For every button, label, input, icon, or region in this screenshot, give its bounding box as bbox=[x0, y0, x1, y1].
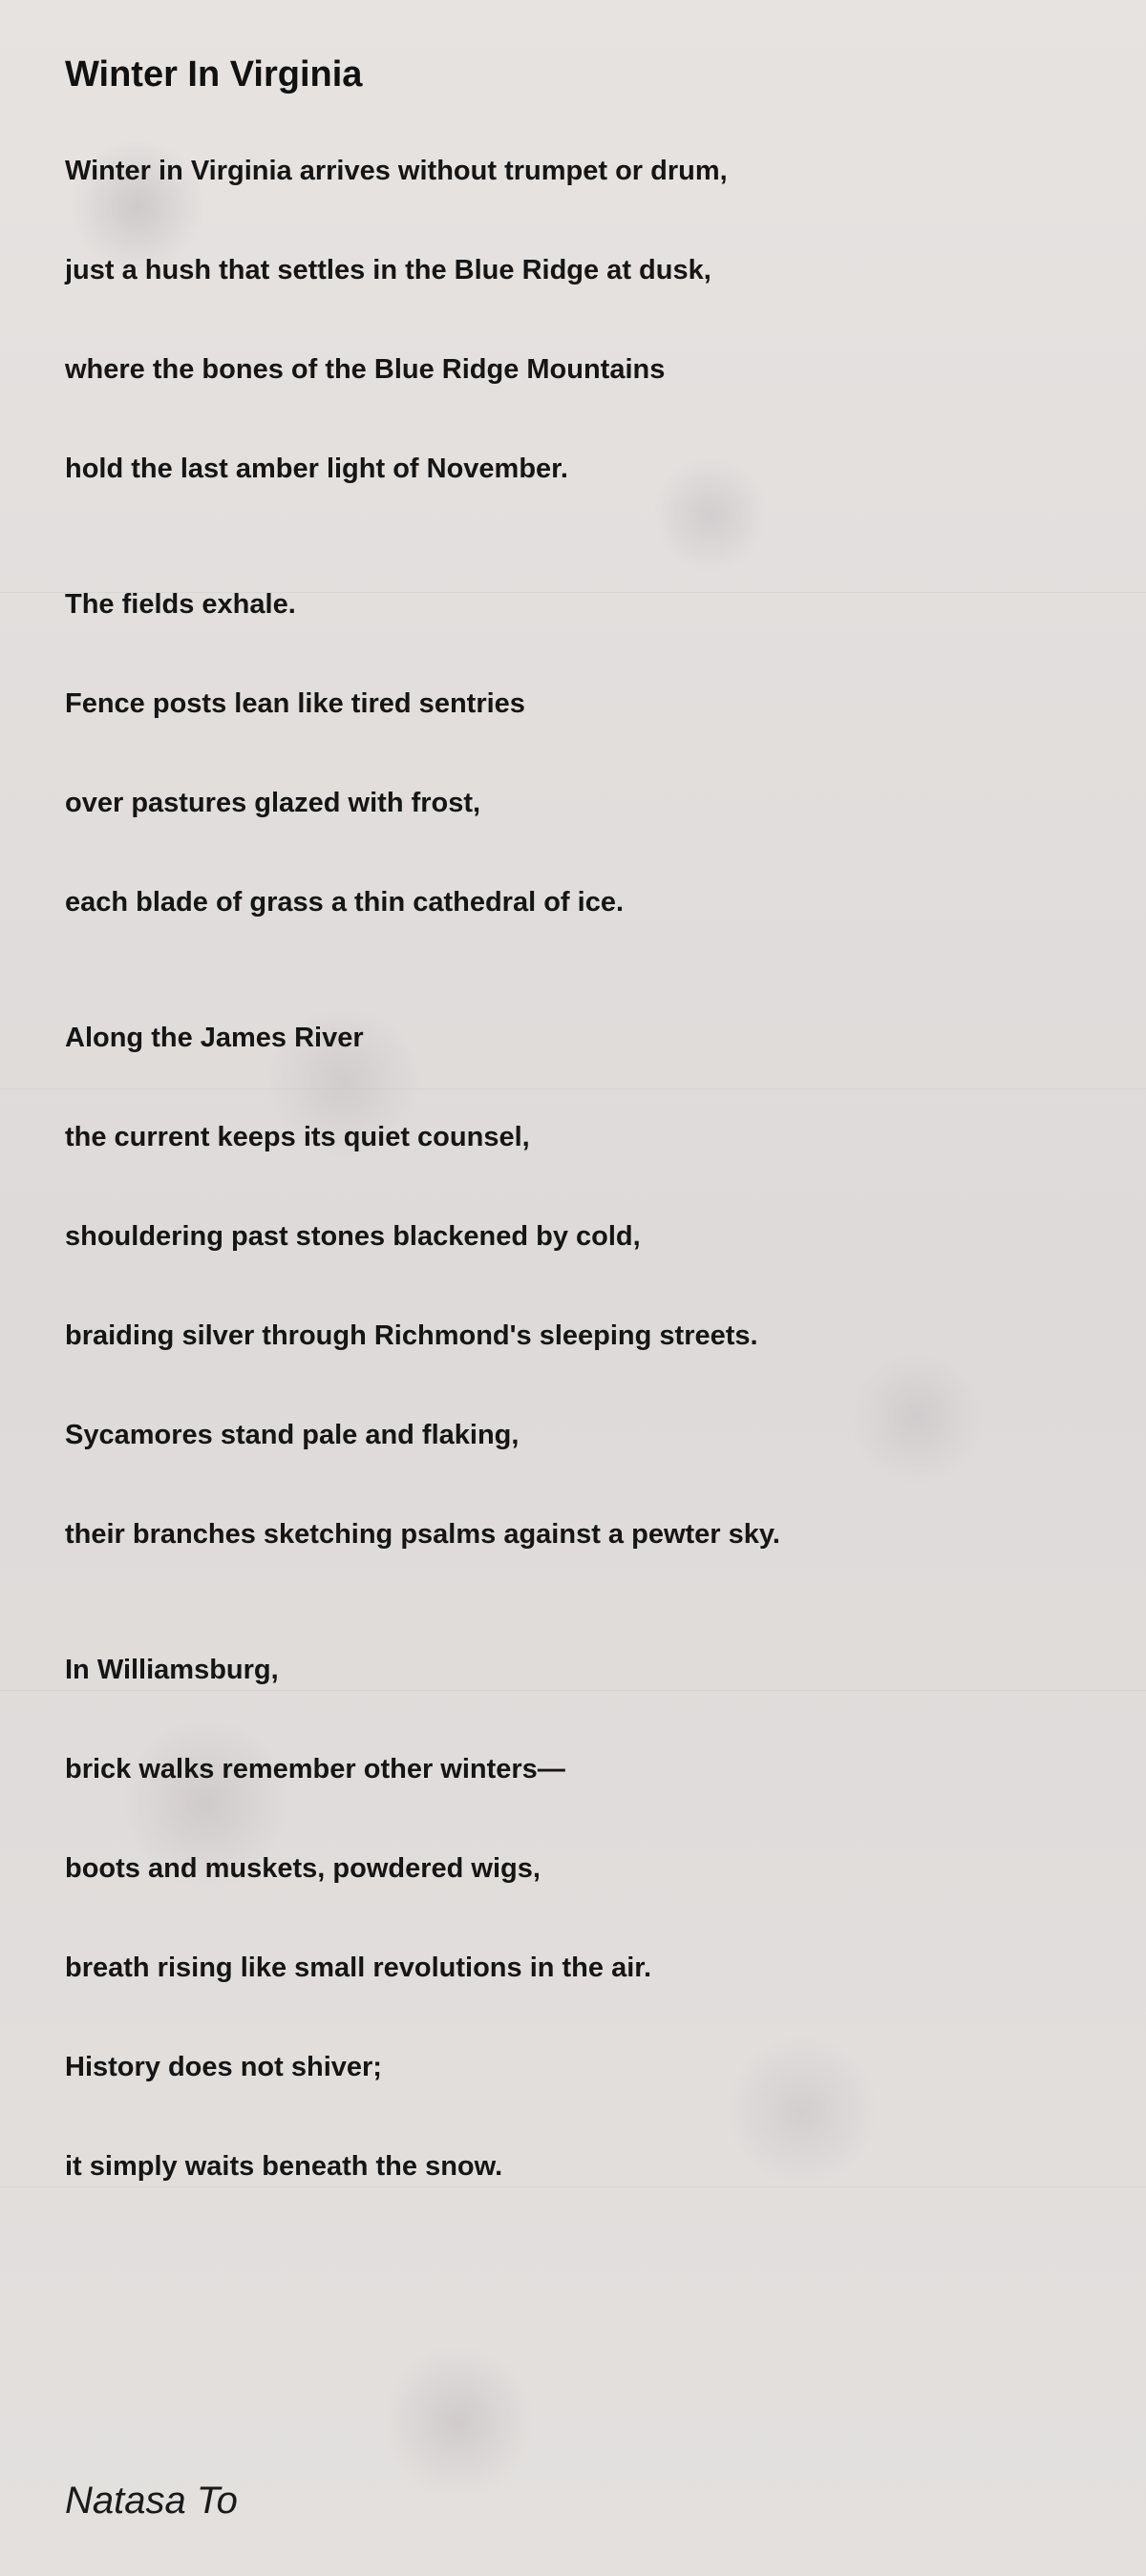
poem-line: boots and muskets, powdered wigs, bbox=[65, 1853, 541, 1884]
poem-line: In Williamsburg, bbox=[65, 1655, 279, 1685]
poem-container bbox=[65, 46, 1096, 2284]
poem-line: shouldering past stones blackened by cold, bbox=[65, 1221, 641, 1252]
poem-line: History does not shiver; bbox=[65, 2052, 382, 2082]
poem-line: Fence posts lean like tired sentries bbox=[65, 688, 525, 719]
poem-line: the current keeps its quiet counsel, bbox=[65, 1122, 530, 1152]
poem-line: brick walks remember other winters— bbox=[65, 1754, 565, 1784]
poem-body bbox=[65, 153, 1096, 2185]
poem-line: breath rising like small revolutions in the air. bbox=[65, 1953, 652, 1983]
poem-author: Natasa To bbox=[65, 2480, 238, 2522]
stanza-4 bbox=[65, 1652, 1096, 2185]
poem-line: each blade of grass a thin cathedral of ice. bbox=[65, 887, 625, 918]
poem-line: Sycamores stand pale and flaking, bbox=[65, 1420, 520, 1450]
poem-line: where the bones of the Blue Ridge Mountains bbox=[65, 354, 666, 385]
stanza-1 bbox=[65, 153, 1096, 487]
stanza-3 bbox=[65, 1020, 1096, 1552]
poem-line: just a hush that settles in the Blue Ridge at dusk, bbox=[65, 255, 711, 285]
poem-line: Along the James River bbox=[65, 1023, 364, 1053]
stanza-2 bbox=[65, 586, 1096, 920]
poem-line: The fields exhale. bbox=[65, 589, 296, 620]
poem-line: braiding silver through Richmond's sleeping streets. bbox=[65, 1320, 758, 1351]
poem-title: Winter In Virginia bbox=[65, 54, 363, 95]
poem-line: it simply waits beneath the snow. bbox=[65, 2151, 503, 2182]
poem-line: over pastures glazed with frost, bbox=[65, 788, 481, 818]
poem-line: Winter in Virginia arrives without trumpet or drum, bbox=[65, 156, 728, 186]
poem-line: their branches sketching psalms against a pewter sky. bbox=[65, 1519, 780, 1550]
poem-line: hold the last amber light of November. bbox=[65, 454, 568, 484]
